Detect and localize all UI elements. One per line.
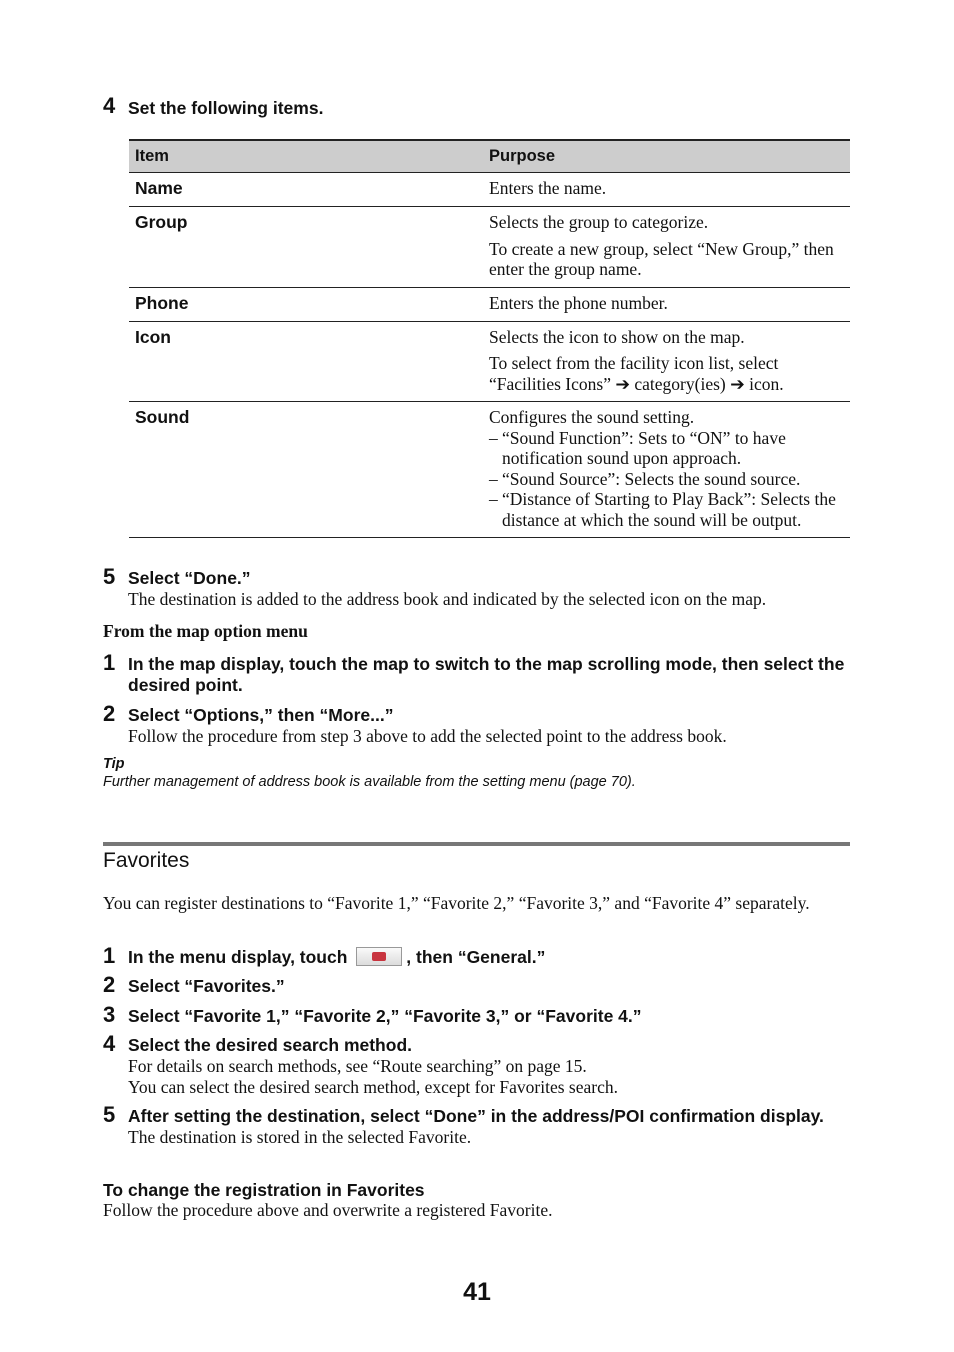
- favorites-step-4: [103, 1033, 850, 1097]
- purpose-text: To select from the facility icon list, select “Facilities Icons” ➔ category(ies) ➔ icon.: [489, 353, 784, 394]
- tip-text: Further management of address book is available from the setting menu (page 70).: [103, 774, 636, 790]
- favorites-step-2: [103, 974, 850, 997]
- item-group: Group: [129, 207, 483, 288]
- step-title: [128, 945, 850, 968]
- step-title-before: In the menu display, touch: [128, 947, 348, 967]
- step-title: Select “Favorites.”: [128, 976, 285, 996]
- step-number: 5: [103, 564, 116, 589]
- step-body: The destination is stored in the selected Favorite.: [128, 1127, 472, 1147]
- step-title: In the map display, touch the map to switch to the map scrolling mode, then select the desired point.: [128, 654, 845, 695]
- table-row: [129, 321, 850, 402]
- page-number: 41: [463, 1278, 491, 1306]
- table-row: [129, 173, 850, 207]
- table-row: [129, 402, 850, 538]
- step-number: 4: [103, 1031, 116, 1056]
- favorites-intro: You can register destinations to “Favorite 1,” “Favorite 2,” “Favorite 3,” and “Favorite 4” separately.: [103, 893, 810, 913]
- step-number: 2: [103, 972, 116, 997]
- step-title: Select “Done.”: [128, 568, 251, 588]
- step-title: Select the desired search method.: [128, 1035, 412, 1055]
- purpose-text: Configures the sound setting.: [489, 407, 695, 427]
- step-4-set-items: [103, 95, 850, 119]
- purpose-cell: [483, 402, 850, 538]
- map-option-step-1: [103, 652, 850, 696]
- purpose-text: Enters the name.: [489, 178, 607, 198]
- section-title-favorites: Favorites: [103, 849, 190, 872]
- step-number: 4: [103, 93, 116, 118]
- purpose-cell: [483, 321, 850, 402]
- table-row: [129, 287, 850, 321]
- favorites-step-1: [103, 945, 850, 968]
- item-icon: Icon: [129, 321, 483, 402]
- step-number: 2: [103, 701, 116, 726]
- change-registration-heading: To change the registration in Favorites: [103, 1180, 425, 1200]
- purpose-cell: [483, 287, 850, 321]
- map-option-heading: From the map option menu: [103, 621, 308, 641]
- step-title: Select “Options,” then “More...”: [128, 705, 394, 725]
- step-5-select-done: [103, 566, 850, 610]
- step-title: Select “Favorite 1,” “Favorite 2,” “Favorite 3,” or “Favorite 4.”: [128, 1006, 642, 1026]
- table-row: [129, 207, 850, 288]
- menu-toolbox-icon: [356, 947, 402, 966]
- table-header-row: [129, 140, 850, 173]
- purpose-cell: [483, 207, 850, 288]
- step-number: 3: [103, 1002, 116, 1027]
- step-body: For details on search methods, see “Route searching” on page 15.: [128, 1056, 587, 1076]
- list-item: – “Sound Source”: Selects the sound source.: [489, 469, 840, 490]
- purpose-text: To create a new group, select “New Group,” then enter the group name.: [489, 238, 834, 279]
- step-number: 1: [103, 650, 116, 675]
- step-body: You can select the desired search method, except for Favorites search.: [128, 1076, 618, 1097]
- item-sound: Sound: [129, 402, 483, 538]
- toolbox-glyph: [372, 952, 386, 961]
- step-body: Follow the procedure from step 3 above to add the selected point to the address book.: [128, 726, 727, 746]
- purpose-text: Selects the group to categorize.: [489, 212, 709, 232]
- sound-options-list: [489, 428, 840, 531]
- step-number: 5: [103, 1102, 116, 1127]
- header-item: Item: [129, 140, 483, 173]
- step-body: The destination is added to the address book and indicated by the selected icon on the map.: [128, 589, 767, 609]
- purpose-text: Enters the phone number.: [489, 292, 668, 313]
- map-option-step-2: [103, 703, 850, 747]
- purpose-text: Selects the icon to show on the map.: [489, 326, 745, 347]
- items-table: [129, 139, 850, 538]
- change-registration-text: Follow the procedure above and overwrite a registered Favorite.: [103, 1200, 553, 1220]
- step-number: 1: [103, 943, 116, 968]
- favorites-step-5: [103, 1104, 850, 1148]
- purpose-cell: [483, 173, 850, 207]
- step-title: Set the following items.: [128, 98, 324, 118]
- list-item: – “Distance of Starting to Play Back”: Selects the distance at which the sound will be output.: [489, 489, 840, 530]
- section-divider: [103, 842, 850, 846]
- list-item: – “Sound Function”: Sets to “ON” to have notification sound upon approach.: [489, 428, 840, 469]
- tip-label: Tip: [103, 756, 125, 772]
- favorites-step-3: [103, 1004, 850, 1027]
- header-purpose: Purpose: [483, 140, 850, 173]
- step-title: After setting the destination, select “Done” in the address/POI confirmation display.: [128, 1106, 824, 1126]
- item-phone: Phone: [129, 287, 483, 321]
- step-title-after: , then “General.”: [406, 947, 546, 967]
- item-name: Name: [129, 173, 483, 207]
